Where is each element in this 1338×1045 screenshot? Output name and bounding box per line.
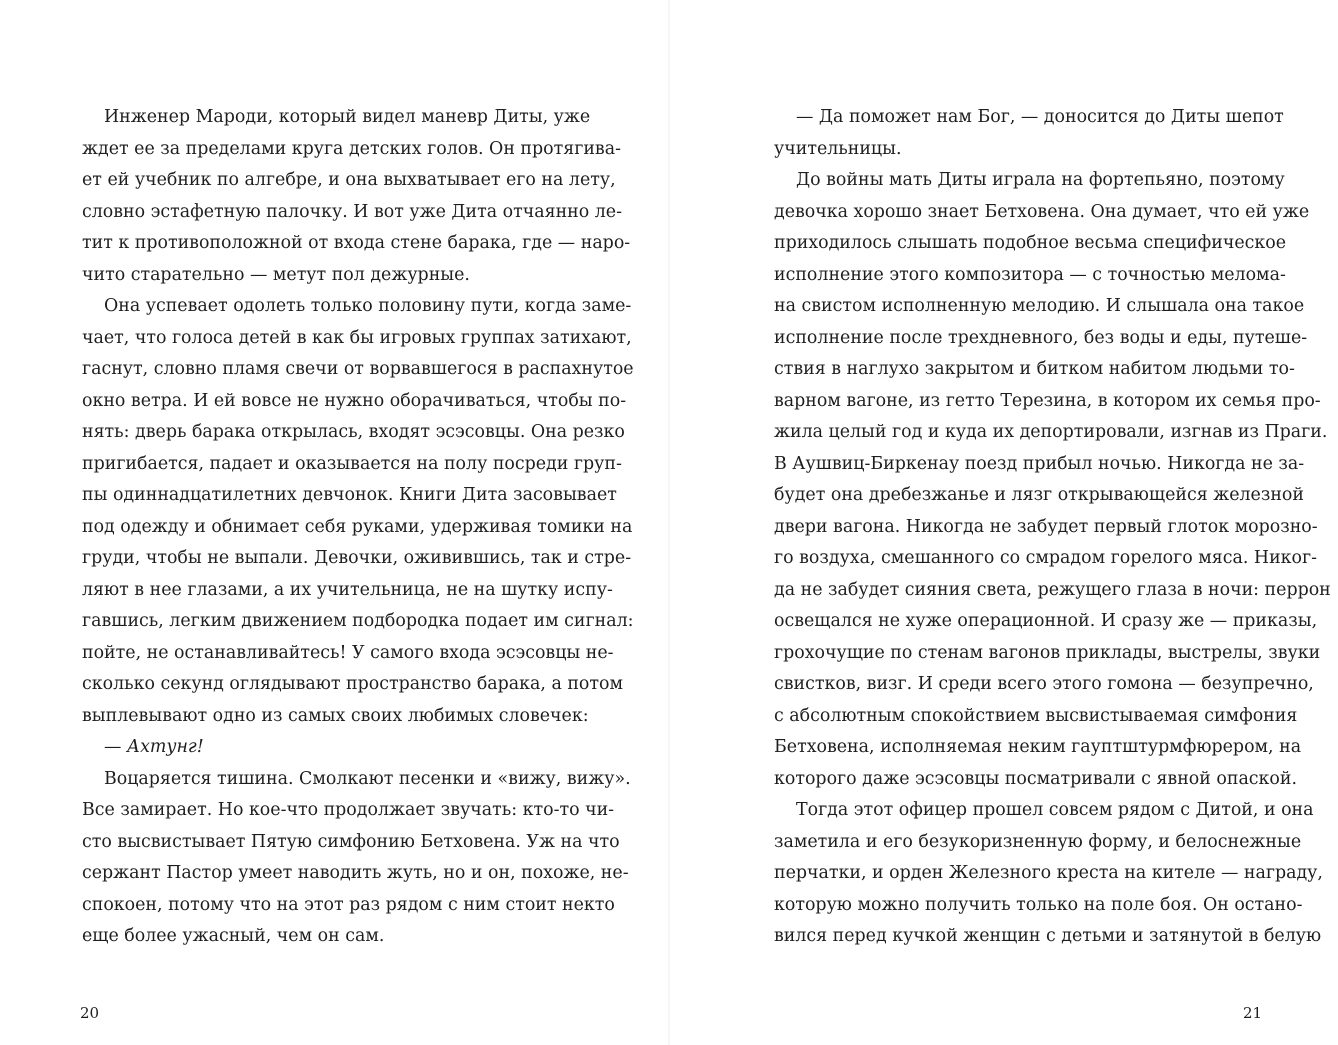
text-line: будет она дребезжанье и лязг открывающейся железной [774,485,1304,505]
text-line: гавшись, легким движением подбородка подает им сигнал: [82,611,634,631]
text-line: варном вагоне, из гетто Терезина, в котором их семья про- [774,390,1321,411]
text-line: девочка хорошо знает Бетховена. Она думает, что ей уже [774,201,1310,222]
text-line: Бетховена, исполняемая неким гауптштурмфюрером, на [774,737,1302,757]
text-line: сержант Пастор умеет наводить жуть, но и он, похоже, не- [82,863,629,883]
left-page-text [82,102,634,953]
text-line: спокоен, потому что на этот раз рядом с ним стоит некто [82,894,615,915]
text-line: Она успевает одолеть только половину пути, когда заме- [104,296,632,316]
text-line: — Да поможет нам Бог, — доносится до Диты шепот [796,107,1284,127]
right-page-text [774,102,1331,953]
paragraph-block [82,102,634,953]
text-line: В Аушвиц-Биркенау поезд прибыл ночью. Никогда не за- [774,453,1305,474]
text-line: пригибается, падает и оказывается на полу посреди груп- [82,453,622,474]
left-page-number: 20 [80,1004,100,1022]
text-line: двери вагона. Никогда не забудет первый глоток морозно- [774,516,1318,537]
text-line: — Ахтунг! [104,737,204,757]
text-line: Инженер Мароди, который видел маневр Диты, уже [104,107,591,127]
text-line: окно ветра. И ей вовсе не нужно оборачиваться, чтобы по- [82,390,627,411]
text-line: да не забудет сияния света, режущего глаза в ночи: перрон [774,579,1331,600]
text-line: тит к противоположной от входа стене барака, где — наро- [82,233,631,253]
text-line: До войны мать Диты играла на фортепьяно, поэтому [796,170,1285,190]
text-line: еще более ужасный, чем он сам. [82,926,385,946]
text-line: на свистом исполненную мелодию. И слышала она такое [774,296,1305,316]
text-line: ствия в наглухо закрытом и битком набитом людьми то- [774,359,1295,379]
text-line: сколько секунд оглядывают пространство барака, а потом [82,674,624,694]
text-line: ляют в нее глазами, а их учительница, не на шутку испу- [82,579,613,600]
text-line: которого даже эсэсовцы посматривали с явной опаской. [774,768,1298,789]
text-line: приходилось слышать подобное весьма специфическое [774,233,1286,253]
text-line: жила целый год и куда их депортировали, изгнав из Праги. [774,422,1328,442]
text-line: заметила и его безукоризненную форму, и белоснежные [774,831,1302,852]
text-line: пойте, не останавливайтесь! У самого входа эсэсовцы не- [82,642,614,663]
text-line: грохочущие по стенам вагонов приклады, выстрелы, звуки [774,642,1321,663]
text-line: Все замирает. Но кое-что продолжает звучать: кто-то чи- [82,800,615,820]
text-line: Тогда этот офицер прошел совсем рядом с Дитой, и она [796,800,1314,820]
text-line: пы одиннадцатилетних девчонок. Книги Дита засовывает [82,485,617,505]
right-page [669,0,1338,1045]
text-line: учительницы. [774,138,902,159]
text-line: чает, что голоса детей в как бы игровых группах затихают, [82,327,632,348]
text-line: ет ей учебник по алгебре, и она выхватывает его на лету, [82,170,616,190]
text-line: нять: дверь барака открылась, входят эсэсовцы. Она резко [82,422,625,442]
paragraph-block [774,102,1331,953]
text-line: выплевывают одно из самых своих любимых словечек: [82,705,589,726]
text-line: свистков, визг. И среди всего этого гомона — безупречно, [774,674,1314,694]
text-line: освещался не хуже операционной. И сразу же — приказы, [774,611,1318,631]
text-line: которую можно получить только на поле боя. Он остано- [774,894,1303,915]
text-line: вился перед кучкой женщин с детьми и затянутой в белую [774,926,1322,946]
text-line: сто высвистывает Пятую симфонию Бетховена. Уж на что [82,831,620,852]
text-line: исполнение этого композитора — с точностью мелома- [774,264,1286,285]
text-line: ждет ее за пределами круга детских голов. Он протягива- [82,138,621,159]
text-line: перчатки, и орден Железного креста на кителе — награду, [774,863,1323,883]
text-line: Воцаряется тишина. Смолкают песенки и «вижу, вижу». [104,768,631,789]
text-line: под одежду и обнимает себя руками, удерживая томики на [82,516,633,537]
text-line: с абсолютным спокойствием высвистываемая симфония [774,705,1298,726]
text-line: груди, чтобы не выпали. Девочки, оживившись, так и стре- [82,548,632,568]
right-page-number: 21 [1243,1004,1263,1022]
text-line: гаснут, словно пламя свечи от ворвавшегося в распахнутое [82,359,634,379]
text-line: словно эстафетную палочку. И вот уже Дита отчаянно ле- [82,201,622,222]
text-line: чито старательно — метут пол дежурные. [82,264,470,285]
text-line: исполнение после трехдневного, без воды и еды, путеше- [774,327,1308,348]
text-line: го воздуха, смешанного со смрадом горелого мяса. Никог- [774,548,1317,568]
